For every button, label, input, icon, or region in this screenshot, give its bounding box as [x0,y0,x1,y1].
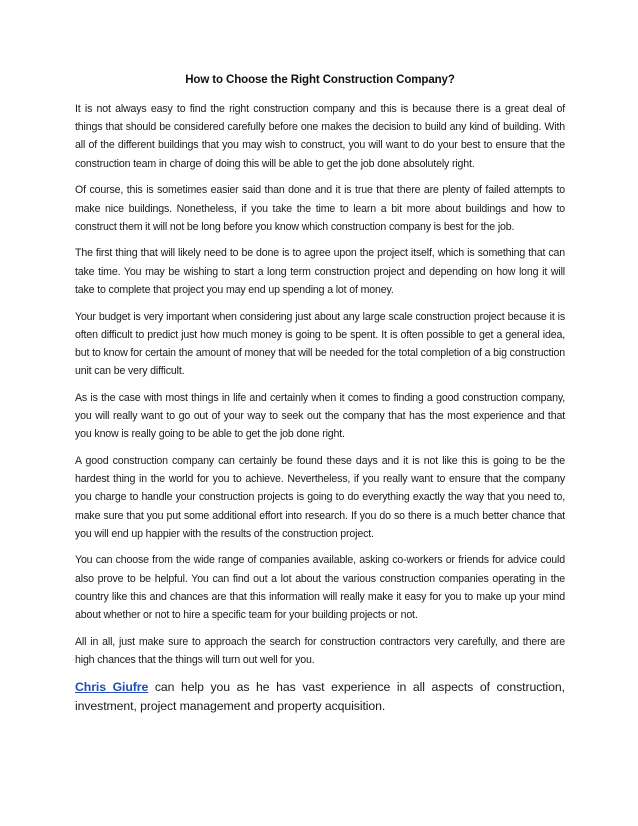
document-title: How to Choose the Right Construction Company? [185,74,455,86]
paragraph: Of course, this is sometimes easier said than done and it is true that there are plenty of failed attempts to make nice buildings. Nonetheless, if you take the time to learn a bit more about buildings and how to construct them it will not be long before you know which construction company is best for the job. [75,184,565,233]
paragraph: You can choose from the wide range of companies available, asking co-workers or friends for advice could also prove to be helpful. You can find out a lot about the various construction companies operating in the country like this and chances are that this information will really make it easy for you to make up your mind about whether or not to hire a specific team for your building projects or not. [75,554,565,622]
closing-text: can help you as he has vast experience in all aspects of construction, investment, project management and property acquisition. [75,679,565,714]
paragraph: The first thing that will likely need to be done is to agree upon the project itself, which is something that can take time. You may be wishing to start a long term construction project and depending on how long it will take to complete that project you may end up spending a lot of money. [75,247,565,296]
closing-paragraph [75,678,565,717]
paragraph: As is the case with most things in life and certainly when it comes to finding a good construction company, you will really want to go out of your way to seek out the company that has the most experience and that you know is really going to be able to get the job done right. [75,391,565,441]
paragraph: A good construction company can certainly be found these days and it is not like this is going to be the hardest thing in the world for you to achieve. Nevertheless, if you really want to ensure that the company you charge to handle your construction projects is going to do everything exactly the way that you need to, make sure that you put some additional effort into research. If you do so there is a much better chance that you will end up happier with the results of the construction project. [75,454,565,540]
paragraph: It is not always easy to find the right construction company and this is because there is a great deal of things that should be considered carefully before one makes the decision to build any kind of building. With all of the different buildings that you may wish to construct, you will want to do your best to ensure that the construction team in charge of doing this will be able to get the job done absolutely right. [75,103,565,170]
paragraph: Your budget is very important when considering just about any large scale construction project because it is often difficult to predict just how much money is going to be spent. It is often possible to get a general idea, but to know for certain the amount of money that will be needed for the total completion of a big construction unit can be very difficult. [75,310,565,378]
paragraph: All in all, just make sure to approach the search for construction contractors very carefully, and there are high chances that the things will turn out well for you. [75,635,565,666]
author-link[interactable]: Chris Giufre [75,679,149,694]
